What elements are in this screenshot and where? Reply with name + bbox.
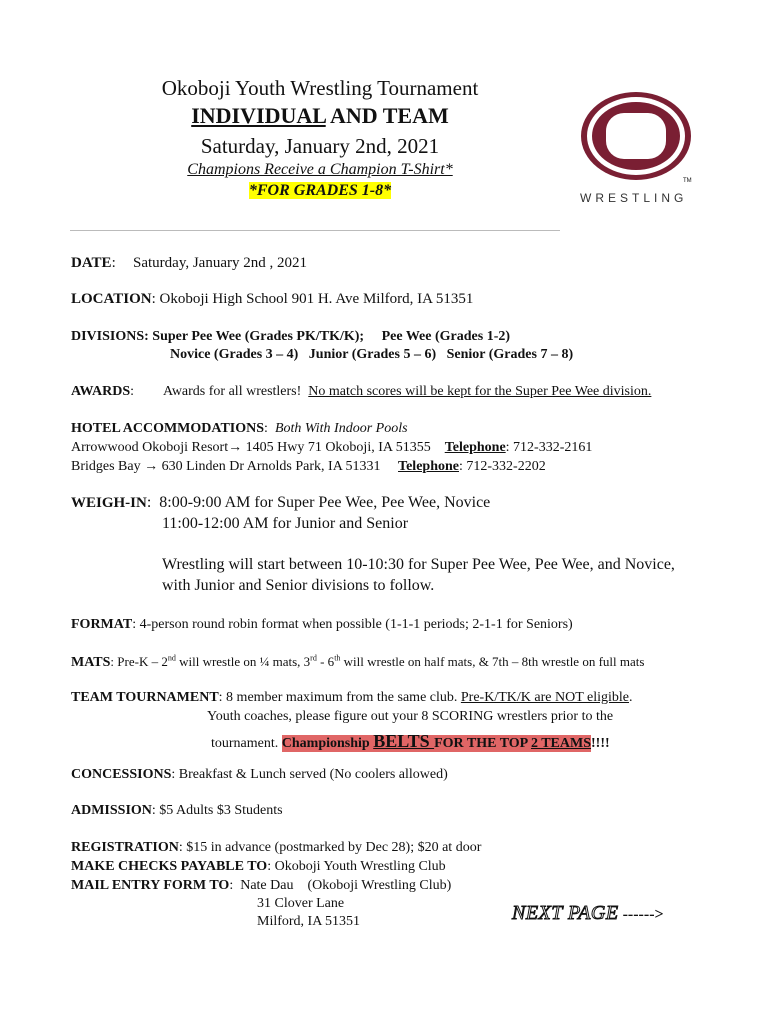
hl-for-top: FOR THE TOP <box>434 736 531 751</box>
checks-row <box>71 859 446 875</box>
mats-text-3: - 6 <box>316 654 335 669</box>
tournament-title: Okoboji Youth Wrestling Tournament <box>161 76 479 100</box>
hotel-colon: : <box>264 421 268 436</box>
team-value: : 8 member maximum from the same club. <box>218 690 458 705</box>
awards-colon: : <box>130 384 135 399</box>
mail-address1: 31 Clover Lane <box>257 896 345 911</box>
next-page-arrow: ------> <box>618 906 664 923</box>
hl-exclaim: !!!! <box>591 736 610 751</box>
awards-label-row <box>71 384 134 400</box>
admission-label: ADMISSION <box>71 803 152 818</box>
divisions-line1: : Super Pee Wee (Grades PK/TK/K); Pee Wee (Grades 1-2) <box>144 329 511 344</box>
team-line2: Youth coaches, please figure out your 8 SCORING wrestlers prior to the <box>207 709 614 724</box>
hotel-phone2-label: Telephone <box>398 459 459 474</box>
team-line3 <box>211 731 610 752</box>
awards-text: Awards for all wrestlers! <box>163 384 302 399</box>
wrestling-start-line2: with Junior and Senior divisions to follow. <box>162 577 435 594</box>
concessions-value: : Breakfast & Lunch served (No coolers allowed) <box>171 767 448 782</box>
weighin-row <box>71 494 490 512</box>
concessions-row <box>71 767 448 783</box>
mats-label: MATS <box>71 655 111 670</box>
hl-belts: BELTS <box>373 731 435 751</box>
divisions-label: DIVISIONS <box>71 329 145 344</box>
mail-label: MAIL ENTRY FORM TO <box>71 878 230 893</box>
location-label: LOCATION <box>71 291 152 307</box>
mail-value: : Nate Dau (Okoboji Wrestling Club) <box>229 878 452 893</box>
awards-text-row <box>163 384 651 400</box>
mats-text-4: will wrestle on half mats, & 7th – 8th wrestle on full mats <box>340 654 645 669</box>
date-value: Saturday, January 2nd , 2021 <box>133 255 307 271</box>
subtitle-individual: INDIVIDUAL <box>191 103 326 128</box>
hotel-line1 <box>71 440 592 456</box>
mats-sup-1: nd <box>167 653 176 663</box>
tournament-date: Saturday, January 2nd, 2021 <box>200 134 440 158</box>
date-colon: : <box>111 255 116 271</box>
mail-row <box>71 878 451 894</box>
mats-text-2: will wrestle on ¼ mats, 3 <box>175 654 311 669</box>
hotel-heading <box>71 421 408 437</box>
location-row <box>71 291 473 308</box>
weighin-line1: : 8:00-9:00 AM for Super Pee Wee, Pee Wee, Novice <box>146 494 491 511</box>
team-not-eligible: Pre-K/TK/K are NOT eligible <box>460 690 629 705</box>
mats-row <box>71 654 644 671</box>
team-tournament-word: tournament. <box>211 736 279 751</box>
hotel-address1: Arrowwood Okoboji Resort→ 1405 Hwy 71 Okoboji, IA 51355 <box>71 440 431 455</box>
registration-row <box>71 840 481 856</box>
concessions-label: CONCESSIONS <box>71 767 172 782</box>
hotel-line2 <box>71 459 546 475</box>
logo-tm: TM <box>683 178 692 184</box>
grades-line <box>0 182 640 200</box>
hotel-note: Both With Indoor Pools <box>274 421 408 436</box>
hotel-label: HOTEL ACCOMMODATIONS <box>71 421 265 436</box>
next-page-indicator <box>512 902 664 925</box>
tournament-subtitle <box>0 103 640 129</box>
hotel-phone2: : 712-332-2202 <box>458 459 546 474</box>
date-row <box>71 255 116 272</box>
registration-label: REGISTRATION <box>71 840 179 855</box>
grades-highlight: *FOR GRADES 1-8* <box>248 182 392 199</box>
hl-two-teams: 2 TEAMS <box>530 736 592 751</box>
hotel-phone1: : 712-332-2161 <box>505 440 593 455</box>
hotel-address2: Bridges Bay → 630 Linden Dr Arnolds Park, IA 51331 <box>71 459 381 474</box>
championship-belts-highlight <box>281 731 592 752</box>
mats-sup-2: rd <box>310 653 317 663</box>
format-label: FORMAT <box>71 617 133 632</box>
mats-text-1: : Pre-K – 2 <box>110 654 168 669</box>
hl-championship: Championship <box>281 736 374 751</box>
format-row <box>71 617 573 633</box>
wrestling-start-line1: Wrestling will start between 10-10:30 for Super Pee Wee, Pee Wee, and Novice, <box>162 556 675 573</box>
weighin-label: WEIGH-IN <box>71 495 147 511</box>
admission-row <box>71 803 283 819</box>
mats-sup-3: th <box>334 653 341 663</box>
logo-wordmark: WRESTLING <box>580 191 688 205</box>
team-row <box>71 690 632 706</box>
weighin-line2: 11:00-12:00 AM for Junior and Senior <box>162 515 409 532</box>
o-logo-icon <box>578 86 698 208</box>
location-value: : Okoboji High School 901 H. Ave Milford, IA 51351 <box>151 291 474 307</box>
divisions-row <box>71 329 510 345</box>
hotel-phone1-label: Telephone <box>444 440 506 455</box>
checks-value: : Okoboji Youth Wrestling Club <box>267 859 446 874</box>
okoboji-wrestling-logo <box>578 86 698 208</box>
header-divider <box>70 230 560 231</box>
mail-address2: Milford, IA 51351 <box>257 914 361 929</box>
subtitle-and-team: AND TEAM <box>325 103 449 128</box>
format-value: : 4-person round robin format when possible (1-1-1 periods; 2-1-1 for Seniors) <box>132 617 573 632</box>
checks-label: MAKE CHECKS PAYABLE TO <box>71 859 268 874</box>
champions-note: Champions Receive a Champion T-Shirt* <box>187 161 453 178</box>
team-label: TEAM TOURNAMENT <box>71 690 219 705</box>
date-label: DATE <box>71 255 112 271</box>
registration-value: : $15 in advance (postmarked by Dec 28); $20 at door <box>178 840 482 855</box>
team-period: . <box>628 690 633 705</box>
divisions-line2: Novice (Grades 3 – 4) Junior (Grades 5 – 6) Senior (Grades 7 – 8) <box>170 347 574 362</box>
awards-note: No match scores will be kept for the Super Pee Wee division. <box>308 384 652 399</box>
next-page-label: NEXT PAGE <box>512 902 619 924</box>
admission-value: : $5 Adults $3 Students <box>151 803 283 818</box>
awards-label: AWARDS <box>71 384 131 399</box>
